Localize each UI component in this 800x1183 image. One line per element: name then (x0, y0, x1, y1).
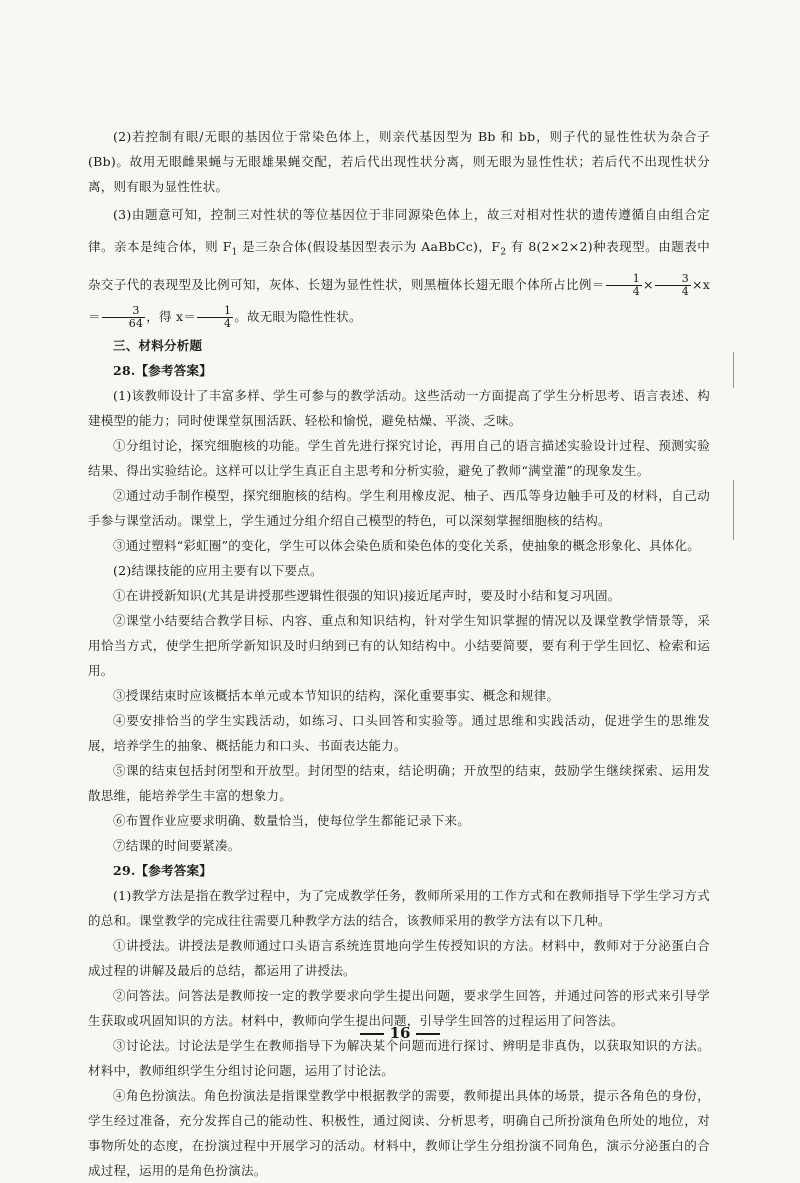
paragraph-3: (3)由题意可知，控制三对性状的等位基因位于非同源染色体上，故三对相对性状的遗传遵循自由组合定律。亲本是纯合体，则 $F_1$ 是三杂合体(假设基因型表示为 AaBbCc)，$F_2$ 有 8(2×2×2)种表现型。由题表中杂交子代的表现型及比例可知，灰体、长翅为显性性状，则黑檀体长翅无眼个体所占比例＝ $\frac{1}{4}$ × $\frac{3}{4}$ ×x＝ $\frac{3}{64}$ ，得 x＝ $\frac{1}{4}$ 。故无眼为隐性性状。 (88, 207, 711, 330)
answer-29-line: ①讲授法。讲授法是教师通过口头语言系统连贯地向学生传授知识的方法。材料中，教师对于分泌蛋白合成过程的讲解及最后的总结，都运用了讲授法。 (88, 937, 710, 978)
answer-29-line: ②问答法。问答法是教师按一定的教学要求向学生提出问题，要求学生回答，并通过问答的形式来引导学生获取或巩固知识的方法。材料中，教师向学生提出问题，引导学生回答的过程运用了问答法。 (88, 987, 710, 1028)
answer-28-line: (1)该教师设计了丰富多样、学生可参与的教学活动。这些活动一方面提高了学生分析思考、语言表述、构建模型的能力；同时使课堂氛围活跃、轻松和愉悦，避免枯燥、平淡、乏味。 (88, 387, 710, 428)
answer-28-line: ①在讲授新知识(尤其是讲授那些逻辑性很强的知识)接近尾声时，要及时小结和复习巩固。 (113, 587, 621, 603)
paragraph-2: (2)若控制有眼/无眼的基因位于常染色体上，则亲代基因型为 Bb 和 bb，则子代的显性性状为杂合子(Bb)。故用无眼雌果蝇与无眼雄果蝇交配，若后代出现性状分离，则无眼为显性性状；若后代不出现性状分离，则有眼为显性性状。 (88, 129, 710, 194)
answer-28-line: ①分组讨论，探究细胞核的功能。学生首先进行探究讨论，再用自己的语言描述实验设计过程、预测实验结果、得出实验结论。这样可以让学生真正自主思考和分析实验，避免了教师“满堂灌”的现象发生。 (88, 437, 710, 478)
fraction-x-value: $\frac{1}{4}$ (197, 305, 233, 330)
answer-28-line: ③授课结束时应该概括本单元或本节知识的结构，深化重要事实、概念和规律。 (113, 687, 560, 703)
answer-28-line: ③通过塑料“彩虹圈”的变化，学生可以体会染色质和染色体的变化关系，使抽象的概念形象化、具体化。 (113, 537, 701, 553)
fraction-three-64: $\frac{3}{64}$ (102, 305, 146, 330)
scan-edge-mark (733, 480, 734, 540)
answer-28-line: ②课堂小结要结合教学目标、内容、重点和知识结构，针对学生知识掌握的情况以及课堂教学情景等，采用恰当方式，使学生把所学新知识及时归纳到已有的认知结构中。小结要简要，要有利于学生回忆、检索和运用。 (88, 612, 710, 678)
fraction-one-quarter: $\frac{1}{4}$ (606, 273, 642, 298)
answer-28-line: ⑤课的结束包括封闭型和开放型。封闭型的结束，结论明确；开放型的结束，鼓励学生继续探索、运用发散思维，能培养学生丰富的想象力。 (88, 762, 710, 803)
answer-29-line: (1)教学方法是指在教学过程中，为了完成教学任务，教师所采用的工作方式和在教师指导下学生学习方式的总和。课堂教学的完成往往需要几种教学方法的结合，该教师采用的教学方法有以下几种。 (88, 887, 710, 928)
answer-28-line: ⑥布置作业应要求明确、数量恰当，使每位学生都能记录下来。 (113, 812, 471, 828)
page-number: 16 (389, 1024, 411, 1042)
answer-28-line: (2)结课技能的应用主要有以下要点。 (113, 562, 323, 578)
fraction-three-quarters: $\frac{3}{4}$ (655, 273, 691, 298)
answer-heading-28: 28.【参考答案】 (113, 362, 212, 378)
footer-dash-right (416, 1033, 440, 1035)
page-footer (0, 1024, 800, 1042)
answer-29-line: ③讨论法。讨论法是学生在教师指导下为解决某个问题而进行探讨、辨明是非真伪，以获取知识的方法。材料中，教师组织学生分组讨论问题，运用了讨论法。 (88, 1037, 710, 1078)
answer-heading-29: 29.【参考答案】 (113, 862, 212, 878)
answer-28-line: ⑦结课的时间要紧凑。 (113, 837, 241, 853)
answer-29-line: ④角色扮演法。角色扮演法是指课堂教学中根据教学的需要，教师提出具体的场景，提示各角色的身份，学生经过准备，充分发挥自己的能动性、积极性，通过阅读、分析思考，明确自己所扮演角色所处的地位，对事物所处的态度，在扮演过程中开展学习的活动。材料中，教师让学生分组扮演不同角色，演示分泌蛋白的合成过程，运用的是角色扮演法。 (88, 1087, 710, 1178)
scan-edge-mark (733, 352, 734, 388)
answer-28-line: ④要安排恰当的学生实践活动，如练习、口头回答和实验等。通过思维和实践活动，促进学生的思维发展，培养学生的抽象、概括能力和口头、书面表达能力。 (88, 712, 710, 753)
answer-28-line: ②通过动手制作模型，探究细胞核的结构。学生利用橡皮泥、柚子、西瓜等身边触手可及的材料，自己动手参与课堂活动。课堂上，学生通过分组介绍自己模型的特色，可以深刻掌握细胞核的结构。 (88, 487, 710, 528)
footer-dash-left (360, 1033, 384, 1035)
section-heading: 三、材料分析题 (113, 337, 203, 353)
